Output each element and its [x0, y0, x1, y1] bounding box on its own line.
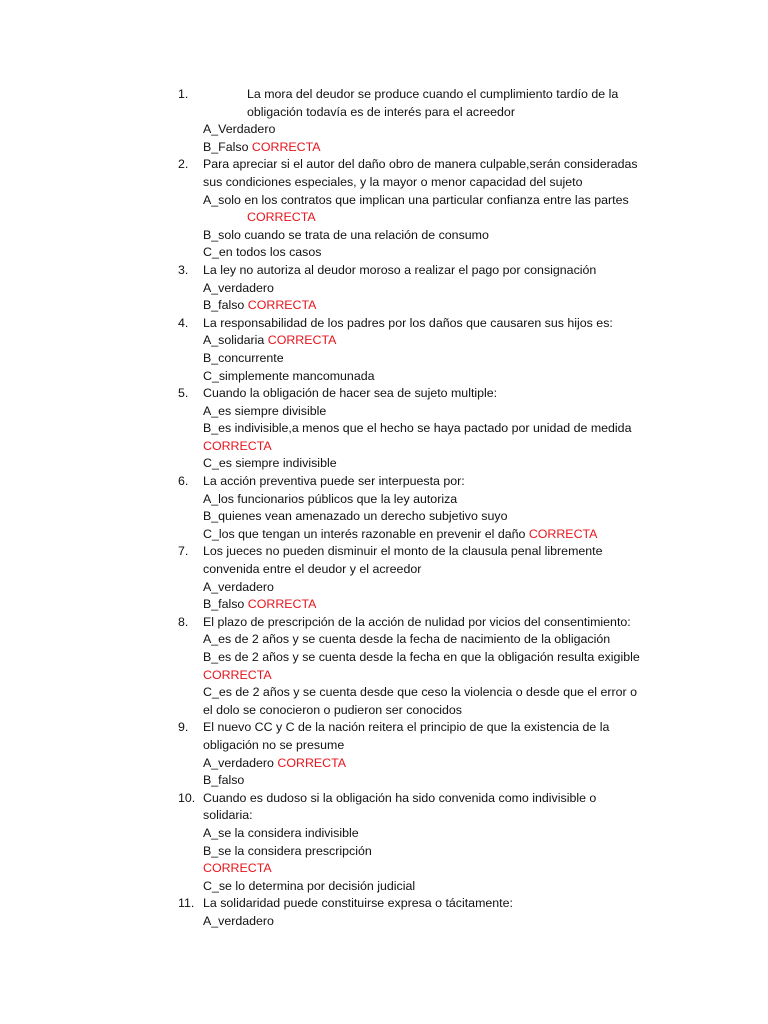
question-row	[178, 86, 678, 104]
line-body: B_falso	[203, 298, 248, 313]
line-body: A_se la considera indivisible	[203, 825, 359, 840]
line-body: Cuando es dudoso si la obligación ha sido convenida como indivisible o	[203, 790, 597, 805]
question-text	[203, 543, 603, 561]
line-body: A_los funcionarios públicos que la ley autoriza	[203, 491, 458, 506]
question-row	[178, 719, 678, 737]
line-text	[203, 579, 274, 597]
answer-option	[178, 755, 678, 773]
line-text	[203, 667, 272, 685]
answer-option	[178, 297, 678, 315]
line-body: B_Falso	[203, 139, 252, 154]
line-body: B_solo cuando se trata de una relación de consumo	[203, 227, 489, 242]
answer-option	[178, 280, 678, 298]
line-text	[203, 332, 336, 350]
text-line	[178, 561, 678, 579]
answer-option	[178, 913, 678, 931]
line-body: A_solidaria	[203, 333, 268, 348]
line-text	[247, 209, 316, 227]
answer-option	[178, 684, 678, 702]
line-text	[203, 350, 284, 368]
text-line	[178, 174, 678, 192]
text-line	[178, 807, 678, 825]
question-row	[178, 790, 678, 808]
answer-option	[178, 526, 678, 544]
correct-mark: CORRECTA	[251, 139, 321, 154]
line-body: solidaria:	[203, 808, 253, 823]
question-text	[203, 614, 631, 632]
line-text	[203, 420, 631, 438]
line-text	[203, 174, 583, 192]
question-text	[203, 315, 613, 333]
correct-mark: CORRECTA	[277, 755, 347, 770]
correct-mark: CORRECTA	[247, 597, 317, 612]
answer-option	[178, 332, 678, 350]
answer-option	[178, 121, 678, 139]
question-number: 8.	[178, 614, 189, 629]
question-row	[178, 315, 678, 333]
line-text	[203, 631, 610, 649]
answer-option	[178, 508, 678, 526]
question-number: 1.	[178, 87, 189, 101]
question-list	[178, 86, 678, 931]
answer-option	[178, 368, 678, 386]
answer-option	[178, 596, 678, 614]
question-row	[178, 614, 678, 632]
correct-mark: CORRECTA	[203, 667, 272, 682]
line-body: B_concurrente	[203, 350, 284, 365]
line-text	[203, 121, 275, 139]
question-row	[178, 385, 678, 403]
answer-option	[178, 192, 678, 210]
line-body: sus condiciones especiales, y la mayor o menor capacidad del sujeto	[203, 174, 583, 189]
question-number: 4.	[178, 315, 189, 330]
answer-option	[178, 420, 678, 438]
line-body: obligación no se presume	[203, 737, 345, 752]
text-line	[178, 737, 678, 755]
line-body: obligación todavía es de interés para el acreedor	[247, 104, 515, 119]
answer-option	[178, 491, 678, 509]
line-text	[203, 192, 629, 210]
correct-mark: CORRECTA	[203, 861, 272, 876]
correct-mark: CORRECTA	[203, 438, 272, 453]
answer-option	[178, 579, 678, 597]
line-body: Cuando la obligación de hacer sea de sujeto multiple:	[203, 386, 498, 401]
answer-option	[178, 878, 678, 896]
answer-option	[178, 244, 678, 262]
line-body: A_verdadero	[203, 280, 274, 295]
line-text	[203, 139, 321, 157]
line-text	[203, 772, 244, 790]
answer-option	[178, 631, 678, 649]
line-body: C_es de 2 años y se cuenta desde que ceso la violencia o desde que el error o	[203, 685, 637, 700]
line-text	[203, 244, 321, 262]
line-body: La responsabilidad de los padres por los daños que causaren sus hijos es:	[203, 315, 613, 330]
line-body: El plazo de prescripción de la acción de nulidad por vicios del consentimiento:	[203, 614, 631, 629]
question-row	[178, 895, 678, 913]
line-text	[203, 684, 637, 702]
line-body: Los jueces no pueden disminuir el monto de la clausula penal libremente	[203, 544, 603, 559]
text-line	[178, 702, 678, 720]
line-text	[203, 649, 640, 667]
text-line	[178, 209, 678, 227]
question-number: 11.	[178, 896, 195, 911]
line-text	[203, 878, 415, 896]
answer-option	[178, 649, 678, 667]
line-text	[203, 913, 274, 931]
question-text	[203, 156, 638, 174]
question-row	[178, 156, 678, 174]
question-row	[178, 543, 678, 561]
line-body: C_simplemente mancomunada	[203, 368, 375, 383]
line-text	[203, 368, 375, 386]
question-text	[203, 262, 596, 280]
correct-mark: CORRECTA	[267, 333, 337, 348]
answer-option	[178, 455, 678, 473]
line-text	[203, 596, 316, 614]
correct-mark: CORRECTA	[247, 210, 316, 225]
line-body: B_se la considera prescripción	[203, 843, 372, 858]
line-body: A_es de 2 años y se cuenta desde la fecha de nacimiento de la obligación	[203, 632, 611, 647]
answer-option	[178, 843, 678, 861]
question-text	[203, 790, 596, 808]
line-body: A_verdadero	[203, 913, 274, 928]
answer-option	[178, 350, 678, 368]
line-text	[203, 561, 421, 579]
question-row	[178, 473, 678, 491]
line-text	[247, 104, 515, 122]
line-body: B_quienes vean amenazado un derecho subjetivo suyo	[203, 509, 508, 524]
question-text	[203, 473, 465, 491]
line-text	[203, 702, 462, 720]
line-body: A_verdadero	[203, 755, 278, 770]
line-text	[203, 297, 316, 315]
line-body: La mora del deudor se produce cuando el cumplimiento tardío de la	[247, 87, 619, 101]
line-body: A_Verdadero	[203, 122, 276, 137]
question-number: 7.	[178, 544, 189, 559]
line-body: B_es de 2 años y se cuenta desde la fecha en que la obligación resulta exigible	[203, 650, 640, 664]
line-body: El nuevo CC y C de la nación reitera el principio de que la existencia de la	[203, 720, 610, 735]
line-text	[203, 438, 272, 456]
text-line	[178, 860, 678, 878]
text-line	[178, 667, 678, 685]
question-number: 9.	[178, 720, 189, 735]
line-body: La ley no autoriza al deudor moroso a realizar el pago por consignación	[203, 262, 597, 277]
line-body: B_es indivisible,a menos que el hecho se haya pactado por unidad de medida	[203, 421, 632, 436]
question-number: 3.	[178, 262, 189, 277]
line-text	[203, 403, 326, 421]
question-text	[203, 385, 497, 403]
question-number: 2.	[178, 157, 189, 172]
line-body: A_es siempre divisible	[203, 403, 327, 418]
line-body: A_verdadero	[203, 579, 274, 594]
line-text	[203, 860, 272, 878]
answer-option	[178, 403, 678, 421]
question-number: 6.	[178, 474, 189, 489]
text-line	[178, 104, 678, 122]
line-text	[203, 755, 346, 773]
line-text	[203, 737, 344, 755]
answer-option	[178, 139, 678, 157]
question-text	[203, 895, 513, 913]
question-row	[178, 262, 678, 280]
answer-option	[178, 825, 678, 843]
line-body: Para apreciar si el autor del daño obro de manera culpable,serán consideradas	[203, 157, 638, 172]
question-text	[203, 719, 609, 737]
question-text	[247, 86, 618, 104]
text-line	[178, 438, 678, 456]
line-body: La solidaridad puede constituirse expresa o tácitamente:	[203, 896, 513, 911]
question-number: 10.	[178, 790, 196, 805]
answer-option	[178, 227, 678, 245]
line-text	[203, 491, 457, 509]
line-text	[203, 825, 359, 843]
line-body: el dolo se conocieron o pudieron ser conocidos	[203, 702, 462, 717]
line-body: La acción preventiva puede ser interpuesta por:	[203, 474, 465, 489]
line-body: C_se lo determina por decisión judicial	[203, 878, 416, 893]
line-text	[203, 508, 507, 526]
line-body: A_solo en los contratos que implican una particular confianza entre las partes	[203, 192, 629, 207]
line-body: B_falso	[203, 773, 245, 788]
question-number: 5.	[178, 386, 189, 401]
line-body: C_en todos los casos	[203, 245, 322, 260]
correct-mark: CORRECTA	[528, 526, 598, 541]
line-body: C_los que tengan un interés razonable en prevenir el daño	[203, 526, 529, 541]
line-text	[203, 807, 253, 825]
line-body: convenida entre el deudor y el acreedor	[203, 562, 422, 577]
correct-mark: CORRECTA	[247, 298, 317, 313]
answer-option	[178, 772, 678, 790]
line-text	[203, 227, 489, 245]
line-text	[203, 280, 274, 298]
line-body: C_es siempre indivisible	[203, 456, 337, 471]
line-body: B_falso	[203, 597, 248, 612]
line-text	[203, 455, 337, 473]
line-text	[203, 526, 597, 544]
line-text	[203, 843, 372, 861]
